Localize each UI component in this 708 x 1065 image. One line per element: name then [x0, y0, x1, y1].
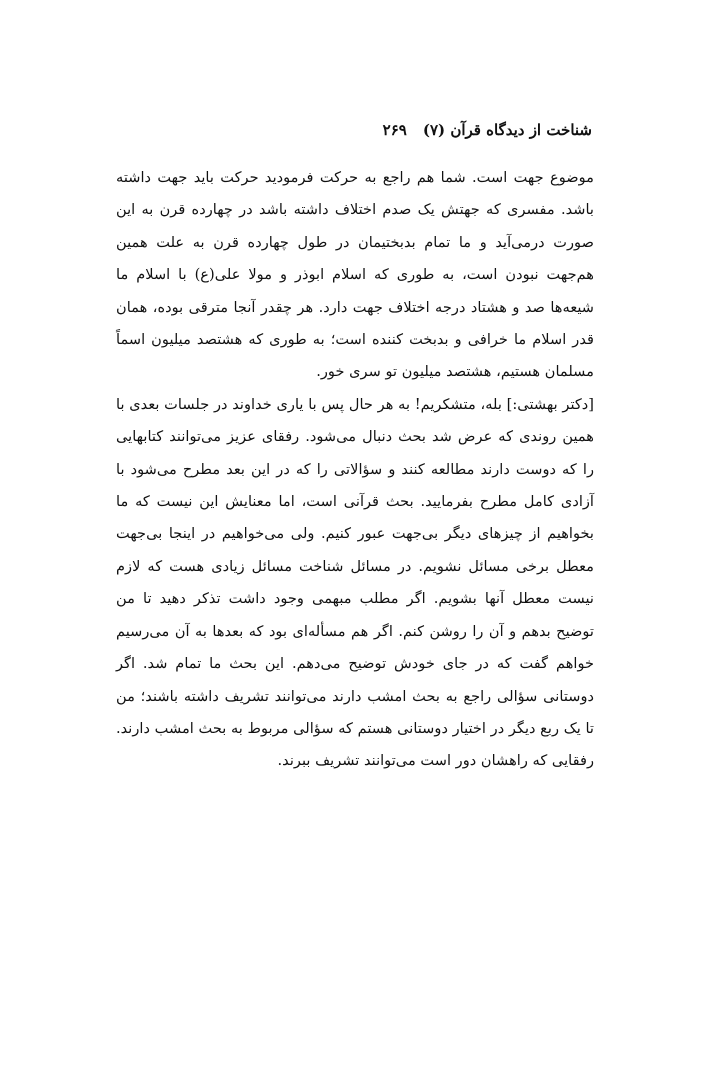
page-header: [118, 118, 592, 142]
paragraph: موضوع جهت است. شما هم راجع به حرکت فرمودید حرکت باید جهت داشته باشد. مفسری که جهتش یک صدم اختلاف داشته باشد در چهارده قرن به این صورت درمی‌آید و ما تمام بدبختیمان در طول چهارده قرن به علت همین هم‌جهت نبودن است، به طوری که اسلام ابوذر و مولا علی(ع) با اسلام ما شیعه‌ها صد و هشتاد درجه اختلاف جهت دارد. هر چقدر آنجا مترقی بوده، همان قدر اسلام ما خرافی و بدبخت کننده است؛ به طوری که هشتصد میلیون اسماً مسلمان هستیم، هشتصد میلیون تو سری خور.: [116, 169, 594, 381]
running-title: شناخت از دیدگاه قرآن (۷): [422, 121, 592, 139]
paragraph: [دکتر بهشتی:] بله، متشکریم! به هر حال پس با یاری خداوند در جلسات بعدی با همین روندی که عرض شد بحث دنبال می‌شود. رفقای عزیز می‌توانند کتابهایی را که دوست دارند مطالعه کنند و سؤالاتی را که در این بعد مطرح می‌شود با آزادی کامل مطرح بفرمایید. بحث قرآنی است، اما معنایش این نیست که ما بخواهیم از چیزهای دیگر بی‌جهت عبور کنیم. ولی می‌خواهیم در اینجا بی‌جهت معطل برخی مسائل نشویم. در مسائل شناخت مسائل زیادی هست که لازم نیست معطل آنها بشویم. اگر مطلب مبهمی وجود داشت تذکر دهید تا من توضیح بدهم و آن را روشن کنم. اگر هم مسأله‌ای بود که بعدها به آن می‌رسیم خواهم گفت که در جای خودش توضیح می‌دهم. این بحث ما تمام شد. اگر دوستانی سؤالی راجع به بحث امشب دارند می‌توانند تشریف داشته باشند؛ من تا یک ربع دیگر در اختیار دوستانی هستم که سؤالی مربوط به بحث امشب دارند. رفقایی که راهشان دور است می‌توانند تشریف ببرند.: [116, 395, 594, 770]
body-text: [116, 162, 594, 778]
page-number: ۲۶۹: [382, 121, 407, 139]
